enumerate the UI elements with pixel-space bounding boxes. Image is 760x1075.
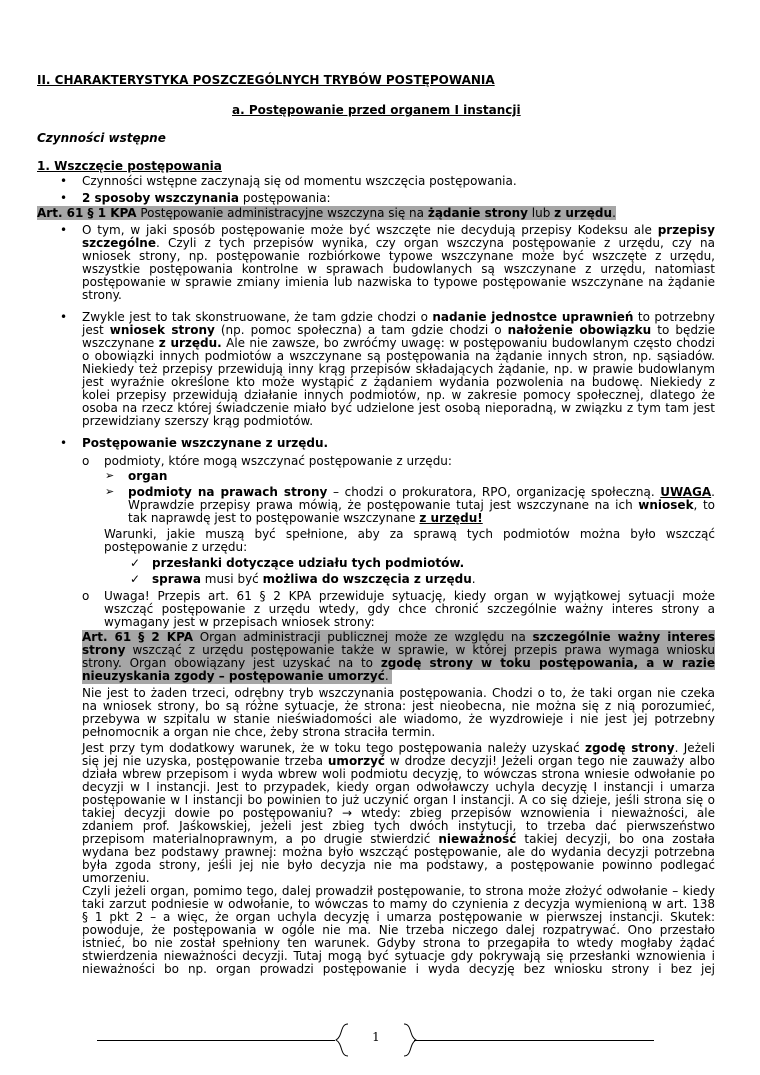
- text-run: Wprawdzie przepisy prawa mówią, że postępowanie tutaj jest wszczynane na ich: [128, 498, 639, 512]
- text-run: z urzędu.: [158, 336, 222, 350]
- text-run: umorzyć: [327, 754, 386, 768]
- text-run: .: [384, 669, 389, 683]
- text-line: wydana bez podstawy prawnej: można było wszcząć postępowanie, ale do wydania decyzji potrzebna: [82, 845, 715, 859]
- text-line: wymagany jest w przepisach wniosek strony:: [104, 615, 375, 629]
- text-line: stwierdzenia nieważności decyzji. Tutaj mogą być sytuacje gdy pokrywają się przesłanki wznowienia i: [82, 949, 715, 963]
- warunki: [104, 528, 715, 554]
- bullet-icon: •: [60, 436, 68, 450]
- text-run: , to: [693, 498, 715, 512]
- text-line: przewidziany szerszy krąg podmiotów.: [82, 414, 314, 428]
- text-run: to będzie: [651, 323, 715, 337]
- text-line: jest wyraźnie określone kto może wystąpić z żądaniem wydania pozwolenia na budowę. Niekiedy z: [82, 375, 715, 389]
- text-run: się jej nie uzyska, postępowanie trzeba: [82, 754, 328, 768]
- text-run: zgodę strony w toku postępowania, a w razie: [380, 656, 716, 670]
- text-line: postępowanie z urzędu:: [104, 540, 248, 554]
- text-run: szczególnie ważny interes: [532, 630, 715, 644]
- text-line: wszcząć postępowanie z urzędu wtedy, gdy chce chronić szczególnie ważny interes strony a: [104, 602, 715, 616]
- text-line: wniosek strony, np. postępowanie rozbiórkowe typowe wszczynane może być wszczęte z urzędu,: [82, 249, 715, 263]
- text-line: umorzeniu.: [82, 871, 150, 885]
- text-line: [82, 670, 715, 683]
- bullet-text: Czynności wstępne zaczynają się od momentu wszczęcia postępowania.: [82, 174, 517, 188]
- text-run: z urzędu!: [419, 511, 483, 525]
- text-line: kolei przepisy przewidują działanie innych podmiotów, np. w zakresie pomocy społecznej, dlatego że: [82, 388, 715, 402]
- text-line: Warunki, jakie muszą być spełnione, aby za sprawą tych podmiotów można było wszcząć: [104, 527, 715, 541]
- text-run: wszczynane: [82, 336, 159, 350]
- bullet-icon: •: [60, 310, 68, 324]
- text-line: powoduje, że postępowania w ogóle nie ma. Nie trzeba niczego dalej rozpatrywać. Ono przestało: [82, 923, 715, 937]
- text-run: wszcząć z urzędu postępowanie także w sprawie, w której przepis prawa wymaga wniosku: [125, 643, 715, 657]
- text-line: § 1 pkt 2 – a więc, że organ uchyla decyzję i umarza postępowanie w pierwszej instancji. Skutek:: [82, 910, 715, 924]
- paragraph-a: [82, 224, 715, 302]
- text-line: Niekiedy też przepisy przewidują inny krąg przepisów składających żądanie, np. w prawie budowlanym: [82, 362, 715, 376]
- text-run: Jest przy tym dodatkowy warunek, że w toku tego postępowania należy uzyskać: [82, 741, 586, 755]
- para-c-o1: podmioty, które mogą wszczynać postępowanie z urzędu:: [104, 454, 452, 468]
- arrow-bullet-icon: ➢: [105, 485, 115, 498]
- circle-bullet-icon: o: [82, 589, 90, 603]
- text-run: przepisom materialnoprawnym, a po drugie stwierdzić: [82, 832, 439, 846]
- para-c-title: Postępowanie wszczynane z urzędu.: [82, 436, 329, 450]
- text-run: jest: [82, 323, 110, 337]
- text-line: osoba na rzecz której świadczenie miało być udzielone jest osobą nieporadną, w związku z tym tam jest: [82, 401, 715, 415]
- text-run: .: [711, 485, 715, 499]
- text-run: Art. 61 § 2 KPA: [82, 630, 194, 644]
- text-run: nieważność: [438, 832, 517, 846]
- bullet-icon: •: [60, 174, 68, 188]
- text-run: podmioty na prawach strony: [128, 485, 328, 499]
- para-c-o2: [104, 590, 715, 629]
- check-item-1: przesłanki dotyczące udziału tych podmiotów.: [152, 556, 465, 570]
- check-icon: ✓: [130, 556, 141, 570]
- text-run: Organ administracji publicznej może ze względu na: [193, 630, 533, 644]
- text-line: Czyli jeżeli organ, pomimo tego, dalej prowadził postępowanie, to strona może złożyć odwołanie – kiedy: [82, 884, 715, 898]
- text-line: postępowanie w I instancji bo powinien to już uczynić organ I instancji. A co się dzieje, jeśli strona się o: [82, 793, 715, 807]
- text-run: tak naprawdę jest to postępowanie wszczynane: [128, 511, 420, 525]
- text-line: strony.: [82, 288, 122, 302]
- text-line: istnieć, bo nie został spełniony ten warunek. Gdyby strona to przegapiła to wtedy mogłaby żądać: [82, 936, 715, 950]
- text-run: Ale nie zawsze, bo zwróćmy uwagę: w postępowaniu budowlanym często chodzi: [221, 336, 716, 350]
- article-61-1: Art. 61 § 1 KPA Postępowanie administracyjne wszczyna się na żądanie strony lub z urzędu.: [37, 206, 616, 220]
- bold-text: 2 sposoby wszczynania: [82, 191, 240, 205]
- text-run: zgodę strony: [585, 741, 675, 755]
- text-run: nadanie jednostce uprawnień: [432, 310, 634, 324]
- arrow-item-podmioty: [128, 486, 715, 525]
- text-run: nieuzyskania zgody – postępowanie umorzyć: [82, 669, 385, 683]
- article-61-2: [82, 631, 715, 683]
- text-run: Zwykle jest to tak skonstruowane, że tam gdzie chodzi o: [82, 310, 433, 324]
- text-line: taki zarzut podniesie w odwołanie, to wówczas to mamy do czynienia z decyzja wymienioną w art. 138: [82, 897, 715, 911]
- text-run: UWAGA: [660, 485, 712, 499]
- point-heading: 1. Wszczęcie postępowania: [37, 159, 222, 173]
- text-line: pełnomocnik a organ nie chce, żeby strona straciła termin.: [82, 725, 436, 739]
- paragraph-d: [82, 687, 715, 739]
- check-item-2: sprawa musi być możliwa do wszczęcia z urzędu.: [152, 572, 476, 586]
- text-run: – chodzi o prokuratora, RPO, organizację społeczną.: [327, 485, 661, 499]
- text-run: przepisy: [657, 223, 715, 237]
- text-run: wniosek strony: [109, 323, 215, 337]
- arrow-item-organ: organ: [128, 469, 168, 483]
- footer-rule-right: [414, 1040, 654, 1041]
- text-line: nieważności bo np. organ prowadzi postępowanie i wyda decyzję bez wniosku strony i bez jej: [82, 962, 715, 976]
- text-line: takiej decyzji dowie po postępowaniu? → wtedy: zbieg przepisów wznowienia i nieważności, ale: [82, 806, 715, 820]
- text-line: działa wbrew przepisom i wyda wbrew woli podmiotu decyzję, to wówczas strona wniesie odwołanie po: [82, 767, 715, 781]
- text-line: postępowanie w sprawie zmiany imienia lub nazwiska to typowe postępowanie wszczynane na żądanie: [82, 275, 715, 289]
- text-line: o obowiązki innych podmiotów a wszczynane są postępowania na żądanie innych stron, np. sąsiadów.: [82, 349, 715, 363]
- arrow-bullet-icon: ➢: [105, 469, 115, 482]
- text-run: (np. pomoc społeczna) a tam gdzie chodzi o: [214, 323, 508, 337]
- text-run: strony: [82, 643, 126, 657]
- text-line: Nie jest to żaden trzeci, odrębny tryb wszczynania postępowania. Chodzi o to, że taki organ nie czeka: [82, 686, 715, 700]
- paragraph-b: [82, 311, 715, 428]
- paragraph-f: [82, 885, 715, 976]
- text-run: to potrzebny: [633, 310, 716, 324]
- text-line: [128, 512, 715, 525]
- paragraph-e: [82, 742, 715, 885]
- circle-bullet-icon: o: [82, 454, 90, 468]
- bullet-text: 2 sposoby wszczynania postępowania:: [82, 191, 331, 205]
- text-run: . Jeżeli: [674, 741, 715, 755]
- text-run: O tym, w jaki sposób postępowanie może być wszczęte nie decydują przepisy Kodeksu ale: [82, 223, 658, 237]
- text-run: szczególne: [82, 236, 156, 250]
- check-icon: ✓: [130, 572, 141, 586]
- text-line: Uwaga! Przepis art. 61 § 2 KPA przewiduje sytuację, kiedy organ w wyjątkowej sytuacji może: [104, 589, 715, 603]
- text-line: przebywa w szpitalu w stanie nieświadomości ale wiadomo, że wyzdrowieje i nie jest jej potrzebny: [82, 712, 715, 726]
- text-run: strony. Organ obowiązany jest uzyskać na to: [82, 656, 381, 670]
- text-run: takiej decyzji, bo ona została: [516, 832, 715, 846]
- text-line: decyzji w I instancji. Jest to przypadek, kiedy organ odwoławczy uchyla decyzję I instancji i umarza: [82, 780, 715, 794]
- section-heading: a. Postępowanie przed organem I instancji: [232, 103, 521, 117]
- bullet-icon: •: [60, 223, 68, 237]
- text-run: . Czyli z tych przepisów wynika, czy organ wszczyna postępowanie z urzędu, czy na: [156, 236, 715, 250]
- text-line: zdaniem prof. Jaśkowskiej, jeżeli jest zbieg tych dwóch instytucji, to trzeba dać pierwszeństwo: [82, 819, 715, 833]
- bullet-icon: •: [60, 191, 68, 205]
- text-run: w drodze decyzji! Jeżeli organ tego nie zauważy albo: [385, 754, 715, 768]
- page-number: 1: [372, 1030, 380, 1044]
- text-run: wniosek: [638, 498, 694, 512]
- footer-rule-left: [97, 1040, 335, 1041]
- text-line: na wniosek strony, bo są różne sytuacje, że strona: jest nieobecna, nie można się z nią porozumieć,: [82, 699, 715, 713]
- text-line: wszystkie postępowania kontrolne w sprawach budowlanych są wszczynane z urzędu, natomiast: [82, 262, 715, 276]
- text-line: była zgoda strony, jeśli jej nie było decyzja nie ma podstawy, a postępowanie powinno podlegać: [82, 858, 715, 872]
- subsection-heading: Czynności wstępne: [37, 131, 166, 145]
- text-run: nałożenie obowiązku: [507, 323, 652, 337]
- chapter-heading: II. CHARAKTERYSTYKA POSZCZEGÓLNYCH TRYBÓW POSTĘPOWANIA: [37, 73, 495, 87]
